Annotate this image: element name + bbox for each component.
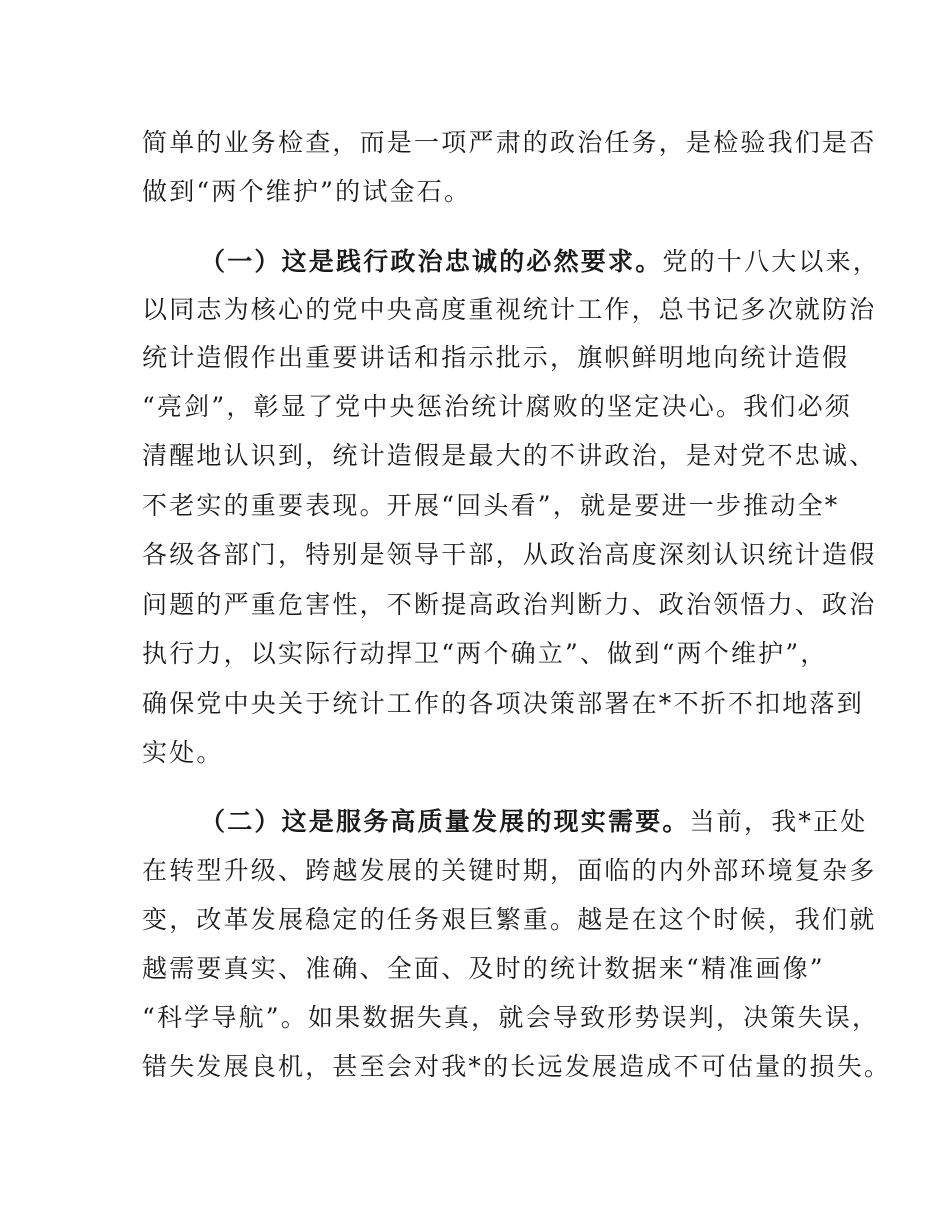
section2-first-line [200, 802, 868, 842]
section2-line: 在转型升级、跨越发展的关键时期，面临的内外部环境复杂多 [142, 856, 877, 885]
section1-line: 执行力，以实际行动捍卫“两个确立”、做到“两个维护”， [142, 639, 828, 668]
section1-line: 问题的严重危害性，不断提高政治判断力、政治领悟力、政治 [142, 590, 877, 619]
section1-first-line [200, 242, 880, 282]
section2-line: 错失发展良机，甚至会对我*的长远发展造成不可估量的损失。 [142, 1052, 892, 1081]
section1-line: 各级各部门，特别是领导干部，从政治高度深刻认识统计造假 [142, 540, 877, 569]
section2-line: 变，改革发展稳定的任务艰巨繁重。越是在这个时候，我们就 [142, 905, 877, 934]
section2-line: 越需要真实、准确、全面、及时的统计数据来“精准画像” [142, 954, 825, 983]
section1-line: 确保党中央关于统计工作的各项决策部署在*不折不扣地落到 [142, 689, 864, 718]
section2-heading: （二）这是服务高质量发展的现实需要。 [200, 807, 690, 836]
section1-line: 清醒地认识到，统计造假是最大的不讲政治，是对党不忠诚、 [142, 441, 877, 470]
section2-first-line-rest: 当前，我*正处 [689, 807, 868, 836]
section1-line: 实处。 [142, 738, 224, 767]
intro-line-2: 做到“两个维护”的试金石。 [142, 177, 472, 206]
section1-line: 以同志为核心的党中央高度重视统计工作，总书记多次就防治 [142, 295, 877, 324]
section1-line: 统计造假作出重要讲话和指示批示，旗帜鲜明地向统计造假 [142, 343, 850, 372]
section1-first-line-rest: 党的十八大以来， [662, 247, 881, 276]
section1-line: 不老实的重要表现。开展“回头看”，就是要进一步推动全* [142, 491, 840, 520]
section1-heading: （一）这是践行政治忠诚的必然要求。 [200, 247, 663, 276]
section1-line: “亮剑”，彰显了党中央惩治统计腐败的坚定决心。我们必须 [142, 392, 852, 421]
section2-line: “科学导航”。如果数据失真，就会导致形势误判，决策失误， [142, 1003, 880, 1032]
intro-line-1: 简单的业务检查，而是一项严肃的政治任务，是检验我们是否 [142, 128, 877, 157]
